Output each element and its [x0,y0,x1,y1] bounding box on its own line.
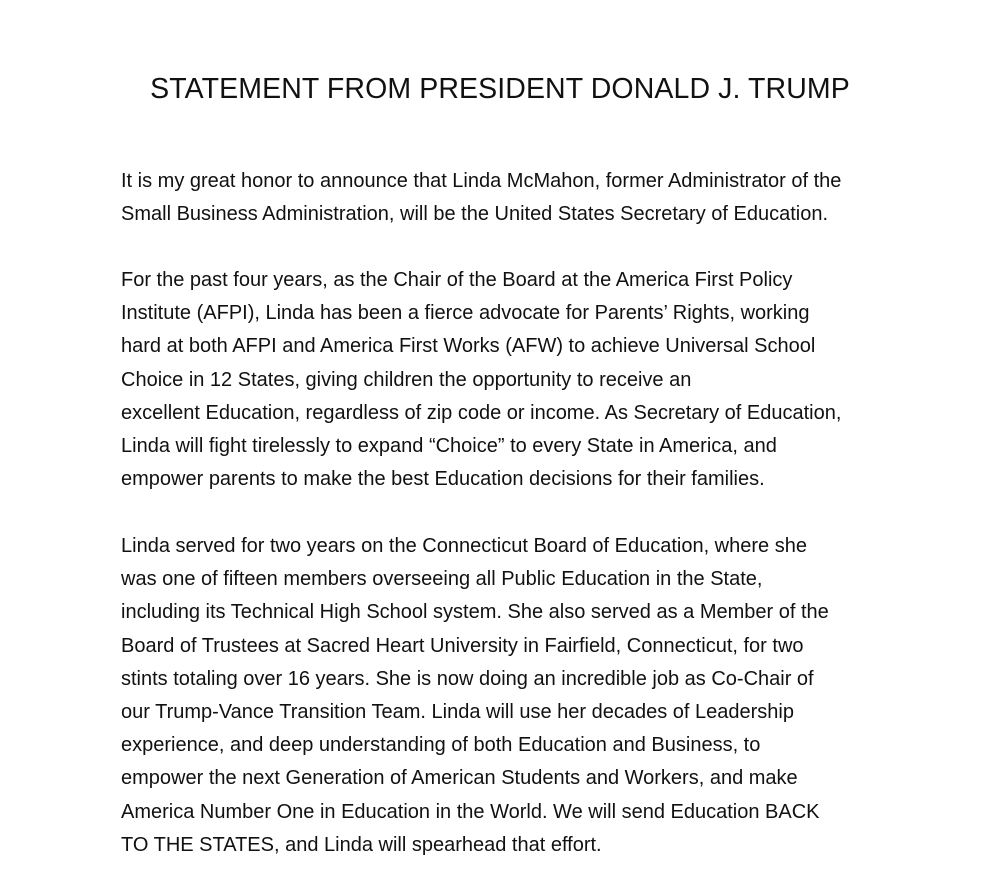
paragraph-line: hard at both AFPI and America First Works (AFW) to achieve Universal School [121,335,816,358]
paragraph-line: Linda will fight tirelessly to expand “Choice” to every State in America, and [121,435,777,458]
paragraph-afpi-record [121,264,841,496]
paragraph-line: stints totaling over 16 years. She is now doing an incredible job as Co-Chair of [121,667,814,690]
paragraph-line: For the past four years, as the Chair of the Board at the America First Policy [121,269,793,291]
paragraph-line: Institute (AFPI), Linda has been a fierce advocate for Parents’ Rights, working [121,302,810,325]
paragraph-line: It is my great honor to announce that Linda McMahon, former Administrator of the [121,170,842,192]
paragraph-line: was one of fifteen members overseeing all Public Education in the State, [121,568,763,591]
paragraph-line: empower parents to make the best Education decisions for their families. [121,468,765,491]
paragraph-line: experience, and deep understanding of both Education and Business, to [121,734,761,757]
paragraph-line: our Trump-Vance Transition Team. Linda will use her decades of Leadership [121,701,794,724]
paragraph-line: TO THE STATES, and Linda will spearhead that effort. [121,833,602,856]
paragraph-line: America Number One in Education in the World. We will send Education BACK [121,800,820,823]
paragraph-background [121,530,829,862]
paragraph-line: Board of Trustees at Sacred Heart University in Fairfield, Connecticut, for two [121,634,804,657]
paragraph-announcement [121,165,841,231]
paragraph-line: empower the next Generation of American Students and Workers, and make [121,767,798,790]
paragraph-line: including its Technical High School system. She also served as a Member of the [121,601,829,624]
paragraph-line: Choice in 12 States, giving children the opportunity to receive an [121,368,692,391]
paragraph-line: Linda served for two years on the Connecticut Board of Education, where she [121,535,807,557]
paragraph-line: Small Business Administration, will be the United States Secretary of Education. [121,203,829,226]
statement-title: STATEMENT FROM PRESIDENT DONALD J. TRUMP [150,73,850,105]
paragraph-line: excellent Education, regardless of zip code or income. As Secretary of Education, [121,401,842,424]
